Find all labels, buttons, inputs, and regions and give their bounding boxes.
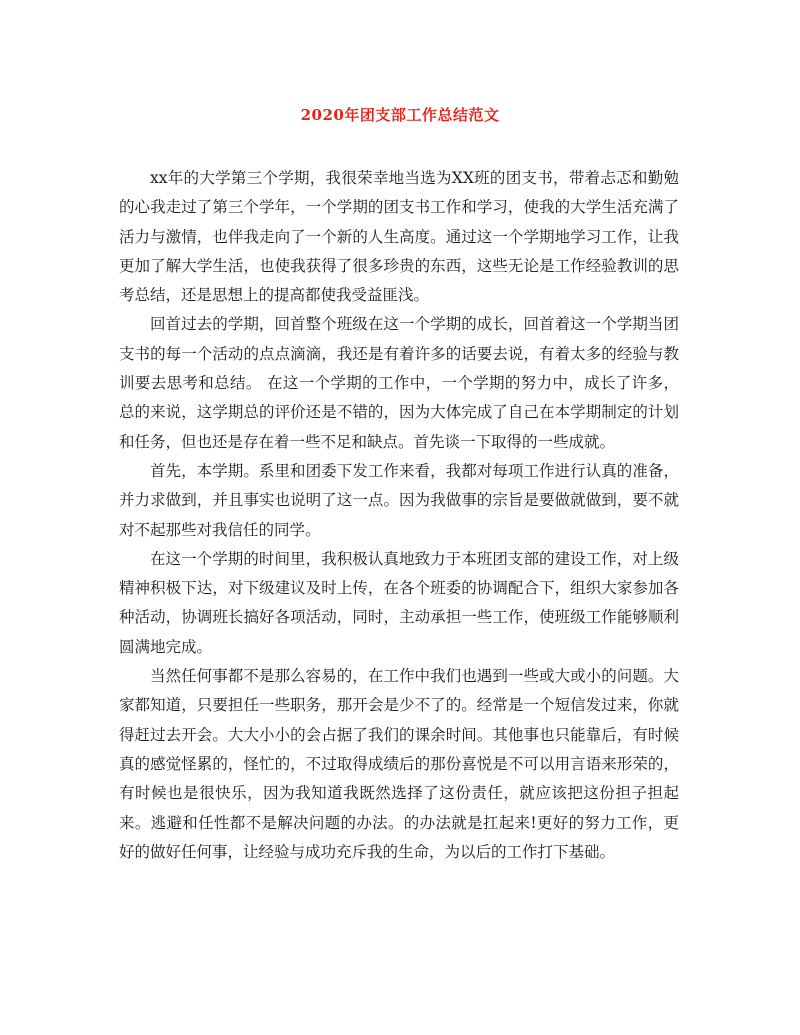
paragraph-5: 当然任何事都不是那么容易的，在工作中我们也遇到一些或大或小的问题。大家都知道，只要担任一些职务，那开会是少不了的。经常是一个短信发过来，你就得赶过去开会。大大小小的会占据了我们的课余时间。其他事也只能靠后，有时候真的感觉怪累的，怪忙的，不过取得成绩后的那份喜悦是不可以用言语来形荣的，有时候也是很快乐，因为我知道我既然选择了这份责任，就应该把这份担子担起来。逃避和任性都不是解决问题的办法。的办法就是扛起来!更好的努力工作，更好的做好任何事，让经验与成功充斥我的生命，为以后的工作打下基础。 (119, 667, 679, 861)
document-body (119, 164, 679, 867)
paragraph-1: xx年的大学第三个学期，我很荣幸地当选为XX班的团支书，带着忐忑和勤勉的心我走过了第三个学年，一个学期的团支书工作和学习，使我的大学生活充满了活力与激情，也伴我走向了一个新的人生高度。通过这一个学期地学习工作，让我更加了解大学生活，也使我获得了很多珍贵的东西，这些无论是工作经验教训的思考总结，还是思想上的提高都使我受益匪浅。 (119, 169, 679, 305)
document-title: 2020年团支部工作总结范文 (300, 106, 500, 124)
paragraph-3: 首先，本学期。系里和团委下发工作来看，我都对每项工作进行认真的准备，并力求做到，并且事实也说明了这一点。因为我做事的宗旨是要做就做到，要不就对不起那些对我信任的同学。 (119, 461, 679, 539)
paragraph-4: 在这一个学期的时间里，我积极认真地致力于本班团支部的建设工作，对上级精神积极下达，对下级建议及时上传，在各个班委的协调配合下，组织大家参加各种活动，协调班长搞好各项活动，同时，主动承担一些工作，使班级工作能够顺利圆满地完成。 (119, 549, 679, 656)
paragraph-2: 回首过去的学期，回首整个班级在这一个学期的成长，回首着这一个学期当团支书的每一个活动的点点滴滴，我还是有着许多的话要去说，有着太多的经验与教训要去思考和总结。 在这一个学期的工作中，一个学期的努力中，成长了许多，总的来说，这学期总的评价还是不错的，因为大体完成了自己在本学期制定的计划和任务，但也还是存在着一些不足和缺点。首先谈一下取得的一些成就。 (119, 315, 679, 451)
